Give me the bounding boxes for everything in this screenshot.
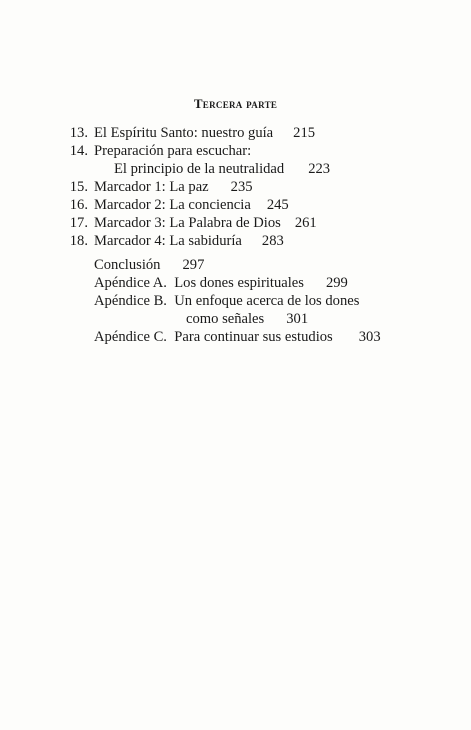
page-number: 303 [358,329,381,345]
toc-entry-appendix-b [94,292,359,310]
toc-entry-appendix-c [94,328,381,346]
chapter-title: Marcador 1: La paz [94,179,209,195]
page-number: 301 [286,311,309,327]
chapter-number: 15. [69,179,88,195]
chapter-title: Marcador 4: La sabiduría [94,233,242,249]
section-title: Tercera parte [193,96,278,111]
toc-entry-14-continuation [114,160,330,178]
toc-entry-18 [62,232,284,250]
chapter-title: Preparación para escuchar: [94,143,252,159]
toc-entry-17 [62,214,317,232]
chapter-title: Marcador 3: La Palabra de Dios [94,215,281,231]
chapter-title: El Espíritu Santo: nuestro guía [94,125,274,141]
toc-entry-16 [62,196,289,214]
chapter-title-continuation: El principio de la neutralidad [114,161,285,177]
page-number: 223 [308,161,331,177]
entry-title: Apéndice B. Un enfoque acerca de los dones [94,293,360,309]
chapter-number: 17. [69,215,88,231]
chapter-title: Marcador 2: La conciencia [94,197,251,213]
entry-title: Apéndice C. Para continuar sus estudios [94,329,333,345]
chapter-number: 18. [69,233,88,249]
page-number: 283 [261,233,284,249]
toc-entry-15 [62,178,253,196]
entry-title: Conclusión [94,257,161,273]
page-number: 235 [230,179,253,195]
page-number: 245 [266,197,289,213]
toc-entry-14 [62,142,251,160]
toc-entry-conclusion [94,256,204,274]
toc-entry-appendix-a [94,274,348,292]
toc-entry-13 [62,124,315,142]
entry-title-continuation: como señales [186,311,265,327]
toc-entry-appendix-b-continuation [186,310,308,328]
chapter-number: 14. [69,143,88,159]
page-number: 299 [325,275,348,291]
entry-title: Apéndice A. Los dones espirituales [94,275,304,291]
chapter-number: 16. [69,197,88,213]
page-number: 297 [182,257,205,273]
chapter-number: 13. [69,125,88,141]
page-number: 261 [294,215,317,231]
page-number: 215 [293,125,316,141]
